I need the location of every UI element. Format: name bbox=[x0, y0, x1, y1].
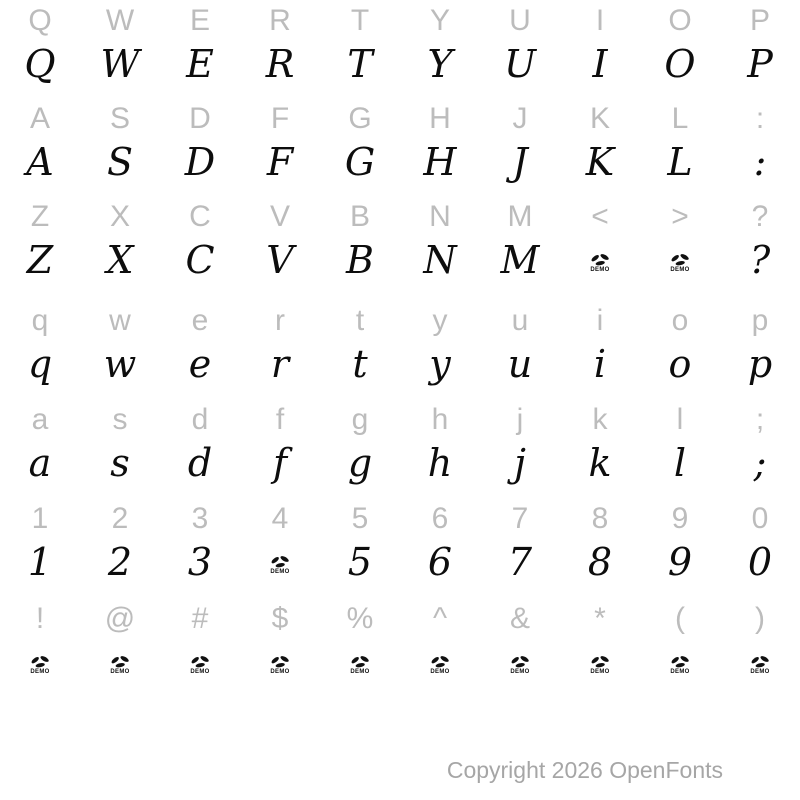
glyph-char: I bbox=[592, 42, 608, 86]
label-char: o bbox=[671, 304, 689, 337]
row-pair bbox=[0, 0, 800, 86]
demo-leaves-icon bbox=[670, 253, 691, 267]
demo-label: DEMO bbox=[350, 669, 370, 675]
glyph-row bbox=[0, 441, 800, 485]
demo-label: DEMO bbox=[30, 669, 50, 675]
demo-glyph bbox=[590, 253, 611, 273]
glyph-char: F bbox=[266, 140, 294, 184]
label-char: @ bbox=[104, 602, 136, 635]
label-char: S bbox=[109, 102, 130, 135]
glyph-char: 6 bbox=[427, 540, 453, 584]
label-char: U bbox=[509, 4, 531, 37]
glyph-char: s bbox=[110, 441, 130, 485]
label-char: < bbox=[591, 200, 609, 233]
copyright-text: Copyright 2026 OpenFonts bbox=[446, 757, 723, 783]
glyph-char: d bbox=[187, 441, 213, 485]
label-char: : bbox=[755, 102, 765, 135]
glyph-char: N bbox=[423, 238, 457, 282]
demo-leaves-icon bbox=[30, 655, 51, 669]
label-char: 0 bbox=[751, 502, 769, 535]
demo-glyph bbox=[510, 655, 531, 675]
label-char: K bbox=[589, 102, 610, 135]
glyph-char: J bbox=[512, 140, 528, 184]
glyph-char: a bbox=[28, 441, 52, 485]
glyph-char: S bbox=[106, 140, 134, 184]
label-char: N bbox=[429, 200, 451, 233]
glyph-char: X bbox=[106, 238, 134, 282]
glyph-char: D bbox=[184, 140, 216, 184]
glyph-char: B bbox=[346, 238, 374, 282]
row-pair bbox=[0, 300, 800, 386]
label-char: 3 bbox=[191, 502, 209, 535]
label-char: y bbox=[432, 304, 448, 337]
glyph-char: u bbox=[507, 342, 533, 386]
label-char: 9 bbox=[671, 502, 689, 535]
demo-label: DEMO bbox=[590, 669, 610, 675]
label-char: $ bbox=[271, 602, 289, 635]
label-char: Q bbox=[28, 4, 52, 37]
glyph-row bbox=[0, 342, 800, 386]
glyph-char: W bbox=[100, 42, 140, 86]
glyph-char: 3 bbox=[187, 540, 213, 584]
demo-leaves-icon bbox=[590, 655, 611, 669]
glyph-row bbox=[0, 238, 800, 282]
label-char: I bbox=[595, 4, 605, 37]
label-char: 8 bbox=[591, 502, 609, 535]
glyph-char: q bbox=[27, 342, 53, 386]
label-char: l bbox=[676, 403, 684, 436]
glyph-char: 9 bbox=[667, 540, 693, 584]
row-pair bbox=[0, 399, 800, 485]
label-char: X bbox=[109, 200, 130, 233]
demo-label: DEMO bbox=[670, 669, 690, 675]
glyph-char bbox=[560, 238, 640, 282]
demo-glyph bbox=[350, 655, 371, 675]
label-char: f bbox=[275, 403, 285, 436]
glyph-char bbox=[320, 640, 400, 684]
label-char: W bbox=[105, 4, 135, 37]
label-row bbox=[0, 498, 800, 540]
label-row bbox=[0, 196, 800, 238]
label-char: s bbox=[112, 403, 128, 436]
label-char: p bbox=[751, 304, 769, 337]
glyph-row bbox=[0, 140, 800, 184]
glyph-char: A bbox=[26, 140, 54, 184]
glyph-char: r bbox=[270, 342, 290, 386]
demo-glyph bbox=[110, 655, 131, 675]
row-pair bbox=[0, 196, 800, 282]
glyph-char bbox=[0, 640, 80, 684]
glyph-char: g bbox=[347, 441, 373, 485]
demo-leaves-icon bbox=[750, 655, 771, 669]
label-char: H bbox=[429, 102, 451, 135]
glyph-char: V bbox=[266, 238, 294, 282]
glyph-char: O bbox=[664, 42, 696, 86]
demo-label: DEMO bbox=[590, 267, 610, 273]
label-char: Y bbox=[429, 4, 450, 37]
label-row bbox=[0, 598, 800, 640]
glyph-char: ; bbox=[753, 441, 767, 485]
demo-glyph bbox=[190, 655, 211, 675]
row-pair bbox=[0, 498, 800, 584]
demo-leaves-icon bbox=[110, 655, 131, 669]
demo-leaves-icon bbox=[670, 655, 691, 669]
label-char: ) bbox=[755, 602, 765, 635]
glyph-char: 2 bbox=[107, 540, 133, 584]
demo-glyph bbox=[750, 655, 771, 675]
glyph-char: Q bbox=[24, 42, 56, 86]
label-char: q bbox=[31, 304, 49, 337]
glyph-char: G bbox=[344, 140, 376, 184]
row-pair bbox=[0, 598, 800, 684]
label-char: > bbox=[671, 200, 689, 233]
glyph-char bbox=[240, 540, 320, 584]
glyph-char bbox=[720, 640, 800, 684]
label-char: R bbox=[269, 4, 291, 37]
glyph-char: E bbox=[186, 42, 214, 86]
label-char: P bbox=[749, 4, 770, 37]
glyph-char bbox=[240, 640, 320, 684]
demo-glyph bbox=[430, 655, 451, 675]
label-char: & bbox=[509, 602, 530, 635]
label-char: ( bbox=[675, 602, 685, 635]
label-char: 7 bbox=[511, 502, 529, 535]
label-char: i bbox=[596, 304, 604, 337]
label-char: M bbox=[507, 200, 533, 233]
label-char: B bbox=[349, 200, 370, 233]
glyph-char: Y bbox=[427, 42, 453, 86]
label-char: A bbox=[29, 102, 50, 135]
label-char: Z bbox=[30, 200, 50, 233]
label-char: 2 bbox=[111, 502, 129, 535]
demo-label: DEMO bbox=[670, 267, 690, 273]
demo-label: DEMO bbox=[270, 669, 290, 675]
glyph-char: 5 bbox=[347, 540, 373, 584]
label-char: * bbox=[594, 602, 606, 635]
demo-label: DEMO bbox=[270, 569, 290, 575]
demo-leaves-icon bbox=[510, 655, 531, 669]
demo-label: DEMO bbox=[510, 669, 530, 675]
glyph-char bbox=[640, 238, 720, 282]
glyph-char: C bbox=[185, 238, 215, 282]
glyph-char: l bbox=[673, 441, 687, 485]
glyph-char: o bbox=[668, 342, 692, 386]
demo-label: DEMO bbox=[110, 669, 130, 675]
glyph-char: : bbox=[753, 140, 767, 184]
label-row bbox=[0, 98, 800, 140]
demo-glyph bbox=[670, 655, 691, 675]
label-char: % bbox=[346, 602, 374, 635]
label-char: 6 bbox=[431, 502, 449, 535]
demo-glyph bbox=[670, 253, 691, 273]
glyph-char: e bbox=[188, 342, 212, 386]
demo-leaves-icon bbox=[350, 655, 371, 669]
glyph-char: p bbox=[747, 342, 773, 386]
glyph-char: w bbox=[103, 342, 137, 386]
label-char: 5 bbox=[351, 502, 369, 535]
glyph-char: K bbox=[585, 140, 615, 184]
label-char: j bbox=[516, 403, 524, 436]
label-char: L bbox=[671, 102, 689, 135]
label-char: V bbox=[269, 200, 290, 233]
glyph-char bbox=[560, 640, 640, 684]
label-char: k bbox=[592, 403, 608, 436]
glyph-row bbox=[0, 540, 800, 584]
label-char: C bbox=[189, 200, 211, 233]
label-char: O bbox=[668, 4, 692, 37]
demo-leaves-icon bbox=[270, 655, 291, 669]
glyph-row bbox=[0, 42, 800, 86]
glyph-char: 1 bbox=[27, 540, 53, 584]
demo-leaves-icon bbox=[270, 555, 291, 569]
glyph-char bbox=[80, 640, 160, 684]
label-char: ? bbox=[751, 200, 769, 233]
label-char: t bbox=[355, 304, 365, 337]
label-char: J bbox=[512, 102, 528, 135]
glyph-char bbox=[640, 640, 720, 684]
label-char: 4 bbox=[271, 502, 289, 535]
row-pair bbox=[0, 98, 800, 184]
demo-label: DEMO bbox=[430, 669, 450, 675]
demo-glyph bbox=[590, 655, 611, 675]
glyph-char bbox=[400, 640, 480, 684]
label-char: ! bbox=[35, 602, 45, 635]
glyph-char: k bbox=[588, 441, 612, 485]
demo-glyph bbox=[270, 555, 291, 575]
label-char: w bbox=[109, 304, 131, 337]
glyph-char: T bbox=[347, 42, 373, 86]
demo-label: DEMO bbox=[750, 669, 770, 675]
glyph-row bbox=[0, 640, 800, 684]
glyph-char: ? bbox=[749, 238, 771, 282]
glyph-char bbox=[480, 640, 560, 684]
label-char: u bbox=[511, 304, 529, 337]
label-row bbox=[0, 300, 800, 342]
demo-label: DEMO bbox=[190, 669, 210, 675]
glyph-char: f bbox=[272, 441, 288, 485]
label-char: D bbox=[189, 102, 211, 135]
label-char: E bbox=[189, 4, 210, 37]
glyph-char bbox=[160, 640, 240, 684]
demo-leaves-icon bbox=[590, 253, 611, 267]
demo-glyph bbox=[270, 655, 291, 675]
glyph-char: L bbox=[667, 140, 693, 184]
glyph-char: i bbox=[593, 342, 607, 386]
glyph-char: h bbox=[427, 441, 453, 485]
glyph-char: U bbox=[503, 42, 537, 86]
label-char: G bbox=[348, 102, 372, 135]
label-row bbox=[0, 399, 800, 441]
label-char: a bbox=[31, 403, 49, 436]
label-char: r bbox=[275, 304, 285, 337]
label-char: g bbox=[351, 403, 369, 436]
glyph-char: j bbox=[514, 441, 526, 485]
glyph-char: t bbox=[352, 342, 368, 386]
glyph-char: Z bbox=[26, 238, 54, 282]
glyph-char: P bbox=[747, 42, 773, 86]
glyph-char: H bbox=[423, 140, 457, 184]
label-char: F bbox=[270, 102, 290, 135]
label-char: T bbox=[350, 4, 370, 37]
label-char: ; bbox=[755, 403, 765, 436]
demo-leaves-icon bbox=[430, 655, 451, 669]
glyph-char: R bbox=[265, 42, 295, 86]
glyph-char: 0 bbox=[747, 540, 773, 584]
label-char: h bbox=[431, 403, 449, 436]
label-char: # bbox=[191, 602, 209, 635]
label-char: 1 bbox=[31, 502, 49, 535]
glyph-char: y bbox=[429, 342, 451, 386]
demo-glyph bbox=[30, 655, 51, 675]
label-char: d bbox=[191, 403, 209, 436]
label-row bbox=[0, 0, 800, 42]
glyph-char: 7 bbox=[507, 540, 533, 584]
glyph-char: 8 bbox=[587, 540, 613, 584]
demo-leaves-icon bbox=[190, 655, 211, 669]
glyph-char: M bbox=[500, 238, 540, 282]
label-char: ^ bbox=[432, 602, 448, 635]
label-char: e bbox=[191, 304, 209, 337]
